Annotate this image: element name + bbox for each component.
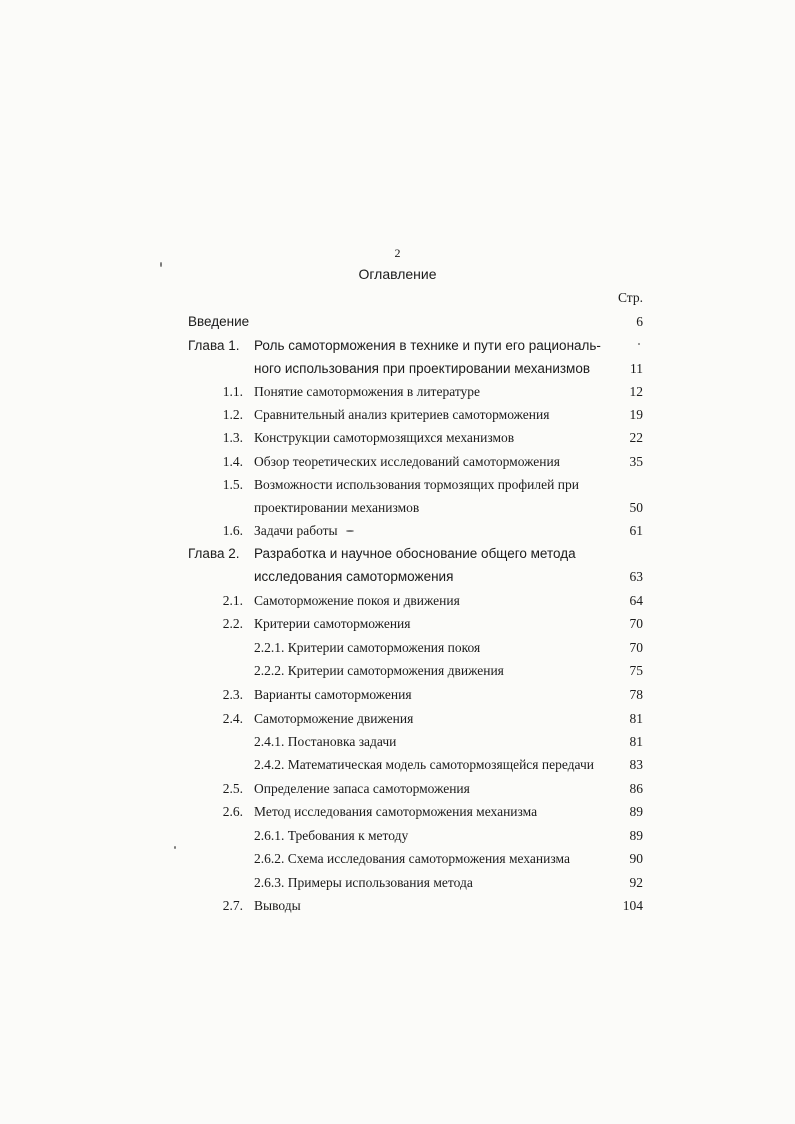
entry-page: 6	[636, 314, 643, 329]
entry-page: 81	[629, 734, 643, 749]
toc-entry-2-4-2	[0, 755, 795, 775]
entry-label: 1.5.	[222, 477, 243, 492]
toc-entry-1-5	[0, 475, 795, 495]
toc-entry-1-2	[0, 405, 795, 425]
entry-text: исследования самоторможения	[254, 569, 454, 584]
entry-page: 50	[629, 500, 643, 515]
entry-text: Понятие самоторможения в литературе	[254, 384, 481, 399]
entry-text: Конструкции самотормозящихся механизмов	[254, 430, 515, 445]
entry-text: Метод исследования самоторможения механизма	[254, 804, 538, 819]
toc-entry-1-5-cont	[0, 498, 795, 518]
entry-label: 2.5.	[222, 781, 243, 796]
entry-page: 11	[630, 361, 643, 376]
entry-text: 2.6.3. Примеры использования метода	[254, 875, 473, 890]
entry-label: Введение	[188, 314, 250, 329]
toc-entry-1-1	[0, 382, 795, 402]
entry-text: 2.6.2. Схема исследования самоторможения механизма	[254, 851, 570, 866]
entry-text: 2.2.2. Критерии самоторможения движения	[254, 663, 504, 678]
entry-text: Самоторможение движения	[254, 711, 414, 726]
toc-entry-2-1	[0, 591, 795, 611]
entry-label: 1.3.	[222, 430, 243, 445]
toc-entry-2-5	[0, 779, 795, 799]
scan-speck	[160, 262, 162, 267]
entry-label: 1.4.	[222, 454, 243, 469]
page-column-header: Стр.	[617, 290, 643, 305]
entry-page: 70	[629, 640, 643, 655]
entry-label: 1.6.	[222, 523, 243, 538]
entry-text: 2.2.1. Критерии самоторможения покоя	[254, 640, 481, 655]
entry-label: 2.6.	[222, 804, 243, 819]
entry-text: проектировании механизмов	[254, 500, 420, 515]
toc-entry-1-4	[0, 452, 795, 472]
entry-page: 89	[629, 804, 643, 819]
toc-entry-2-6-2	[0, 849, 795, 869]
entry-text: Задачи работы	[254, 523, 338, 538]
entry-text: Выводы	[254, 898, 301, 913]
entry-page: 63	[629, 569, 643, 584]
entry-text: Роль самоторможения в технике и пути его рациональ-	[254, 338, 601, 353]
entry-page: 70	[629, 616, 643, 631]
entry-page: 92	[629, 875, 643, 890]
toc-entry-2-6-1	[0, 826, 795, 846]
entry-label: 1.1.	[222, 384, 243, 399]
toc-entry-2-2-1	[0, 638, 795, 658]
entry-page: 78	[629, 687, 643, 702]
entry-page: 64	[629, 593, 643, 608]
entry-page: 89	[629, 828, 643, 843]
entry-text: Определение запаса самоторможения	[254, 781, 470, 796]
entry-page: 104	[622, 898, 643, 913]
scan-speck	[174, 846, 176, 849]
entry-text: Самоторможение покоя и движения	[254, 593, 460, 608]
scan-speck	[638, 343, 640, 345]
entry-page: 81	[629, 711, 643, 726]
toc-entry-1-3	[0, 428, 795, 448]
entry-text: ного использования при проектировании механизмов	[254, 361, 591, 376]
toc-entry-2-7	[0, 896, 795, 916]
entry-page: 22	[629, 430, 643, 445]
entry-label: Глава 1.	[188, 338, 240, 353]
entry-text: 2.4.1. Постановка задачи	[254, 734, 397, 749]
entry-text: Разработка и научное обоснование общего метода	[254, 546, 576, 561]
entry-label: 2.3.	[222, 687, 243, 702]
toc-entry-2-6	[0, 802, 795, 822]
toc-title: Оглавление	[358, 266, 437, 282]
entry-label: 2.2.	[222, 616, 243, 631]
entry-label: Глава 2.	[188, 546, 240, 561]
entry-text: Варианты самоторможения	[254, 687, 412, 702]
toc-entry-1-6	[0, 521, 795, 541]
scan-speck	[346, 530, 354, 532]
entry-page: 83	[629, 757, 643, 772]
entry-label: 2.1.	[222, 593, 243, 608]
toc-entry-chapter-2-cont	[0, 567, 795, 587]
entry-page: 35	[629, 454, 643, 469]
entry-text: Критерии самоторможения	[254, 616, 411, 631]
toc-entry-2-4-1	[0, 732, 795, 752]
toc-entry-chapter-1-cont	[0, 359, 795, 379]
entry-page: 86	[629, 781, 643, 796]
entry-page: 19	[629, 407, 643, 422]
entry-text: Обзор теоретических исследований самоторможения	[254, 454, 560, 469]
entry-text: Сравнительный анализ критериев самоторможения	[254, 407, 550, 422]
toc-entry-2-4	[0, 709, 795, 729]
toc-entry-chapter-1	[0, 336, 795, 356]
entry-text: Возможности использования тормозящих профилей при	[254, 477, 579, 492]
entry-text: 2.6.1. Требования к методу	[254, 828, 409, 843]
toc-entry-chapter-2	[0, 544, 795, 564]
entry-page: 75	[629, 663, 643, 678]
toc-entry-2-6-3	[0, 873, 795, 893]
toc-entry-2-2-2	[0, 661, 795, 681]
entry-text: 2.4.2. Математическая модель самотормозящейся передачи	[254, 757, 594, 772]
toc-entry-introduction	[0, 312, 795, 332]
entry-label: 2.4.	[222, 711, 243, 726]
entry-page: 61	[629, 523, 643, 538]
page-number: 2	[394, 246, 401, 260]
entry-label: 1.2.	[222, 407, 243, 422]
entry-page: 12	[629, 384, 643, 399]
toc-entry-2-3	[0, 685, 795, 705]
entry-page: 90	[629, 851, 643, 866]
toc-entry-2-2	[0, 614, 795, 634]
entry-label: 2.7.	[222, 898, 243, 913]
